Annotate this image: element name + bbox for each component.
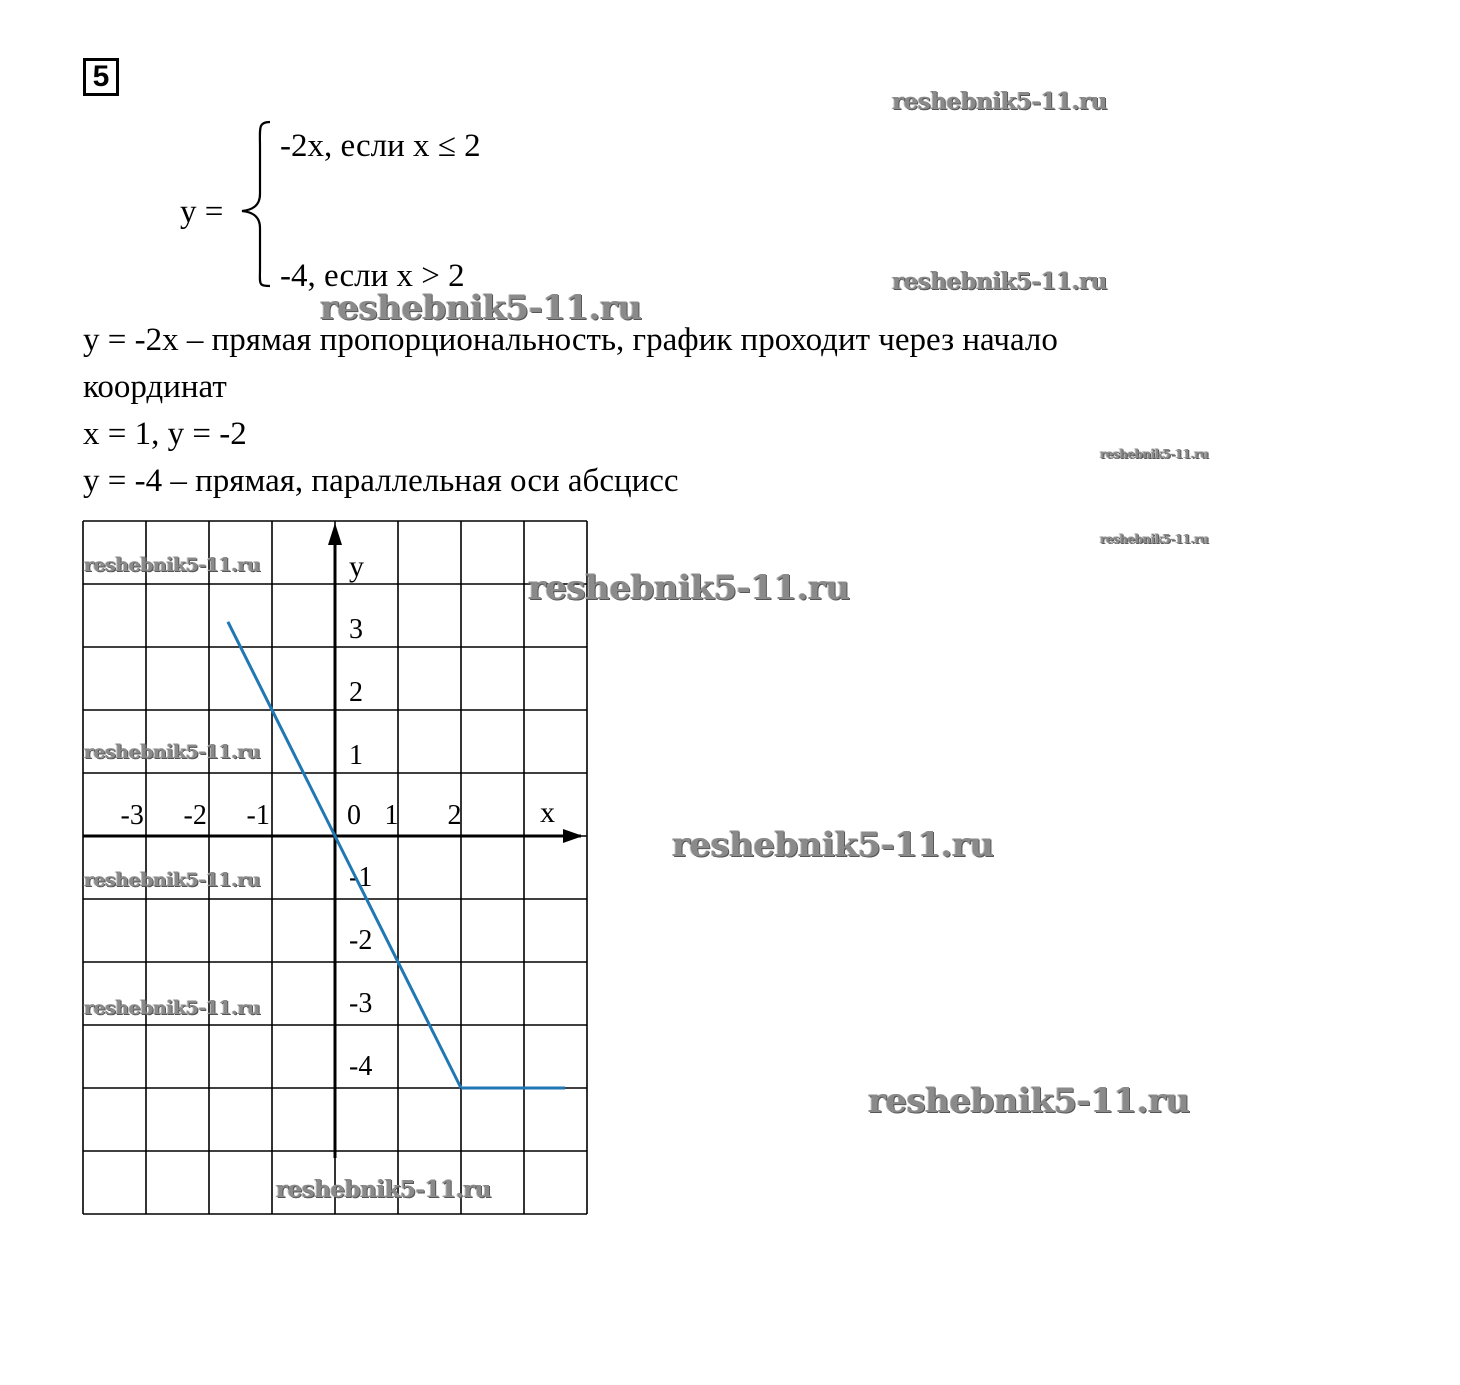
- watermark: reshebnik5-11.ru: [1100, 447, 1209, 461]
- axes: [83, 523, 583, 1158]
- watermark: reshebnik5-11.ru: [672, 825, 994, 865]
- y-tick-label: 1: [349, 740, 363, 771]
- series-line-1: [228, 622, 461, 1088]
- watermark: reshebnik5-11.ru: [320, 288, 642, 328]
- watermark: reshebnik5-11.ru: [892, 88, 1107, 115]
- watermark: reshebnik5-11.ru: [868, 1081, 1190, 1121]
- x-tick-label: -3: [120, 800, 144, 831]
- watermark: reshebnik5-11.ru: [528, 568, 850, 608]
- watermark: reshebnik5-11.ru: [84, 869, 261, 891]
- origin-label: 0: [347, 800, 361, 831]
- explanation-line-1: y = -2x – прямая пропорциональность, график проходит через начало: [83, 322, 1058, 358]
- y-tick-label: -3: [349, 988, 373, 1019]
- series-lines: [228, 622, 565, 1088]
- x-axis-label: x: [540, 796, 555, 829]
- x-tick-label: -2: [183, 800, 207, 831]
- system-case-1: -2x, если x ≤ 2: [280, 128, 481, 164]
- y-tick-label: 3: [349, 614, 363, 645]
- y-axis-arrow-icon: [328, 523, 342, 545]
- y-tick-label: -1: [349, 862, 373, 893]
- y-axis-label: y: [349, 550, 364, 583]
- x-tick-label: -1: [246, 800, 270, 831]
- watermark: reshebnik5-11.ru: [1100, 532, 1209, 546]
- watermark: reshebnik5-11.ru: [84, 741, 261, 763]
- task-number: 5: [83, 58, 119, 96]
- explanation-line-2: координат: [83, 369, 227, 405]
- explanation-line-3: x = 1, y = -2: [83, 416, 247, 452]
- system-case-2: -4, если x > 2: [280, 258, 465, 294]
- watermark: reshebnik5-11.ru: [892, 268, 1107, 295]
- x-tick-label: 2: [447, 800, 462, 831]
- watermark: reshebnik5-11.ru: [84, 997, 261, 1019]
- y-tick-label: -4: [349, 1051, 373, 1082]
- y-tick-label: -2: [349, 925, 373, 956]
- watermark: reshebnik5-11.ru: [276, 1176, 491, 1203]
- y-tick-label: 2: [349, 677, 363, 708]
- system-lhs: y =: [180, 194, 224, 230]
- watermark: reshebnik5-11.ru: [84, 554, 261, 576]
- x-tick-label: 1: [384, 800, 399, 831]
- explanation-line-4: y = -4 – прямая, параллельная оси абсцисс: [83, 463, 679, 499]
- x-axis-arrow-icon: [563, 829, 583, 843]
